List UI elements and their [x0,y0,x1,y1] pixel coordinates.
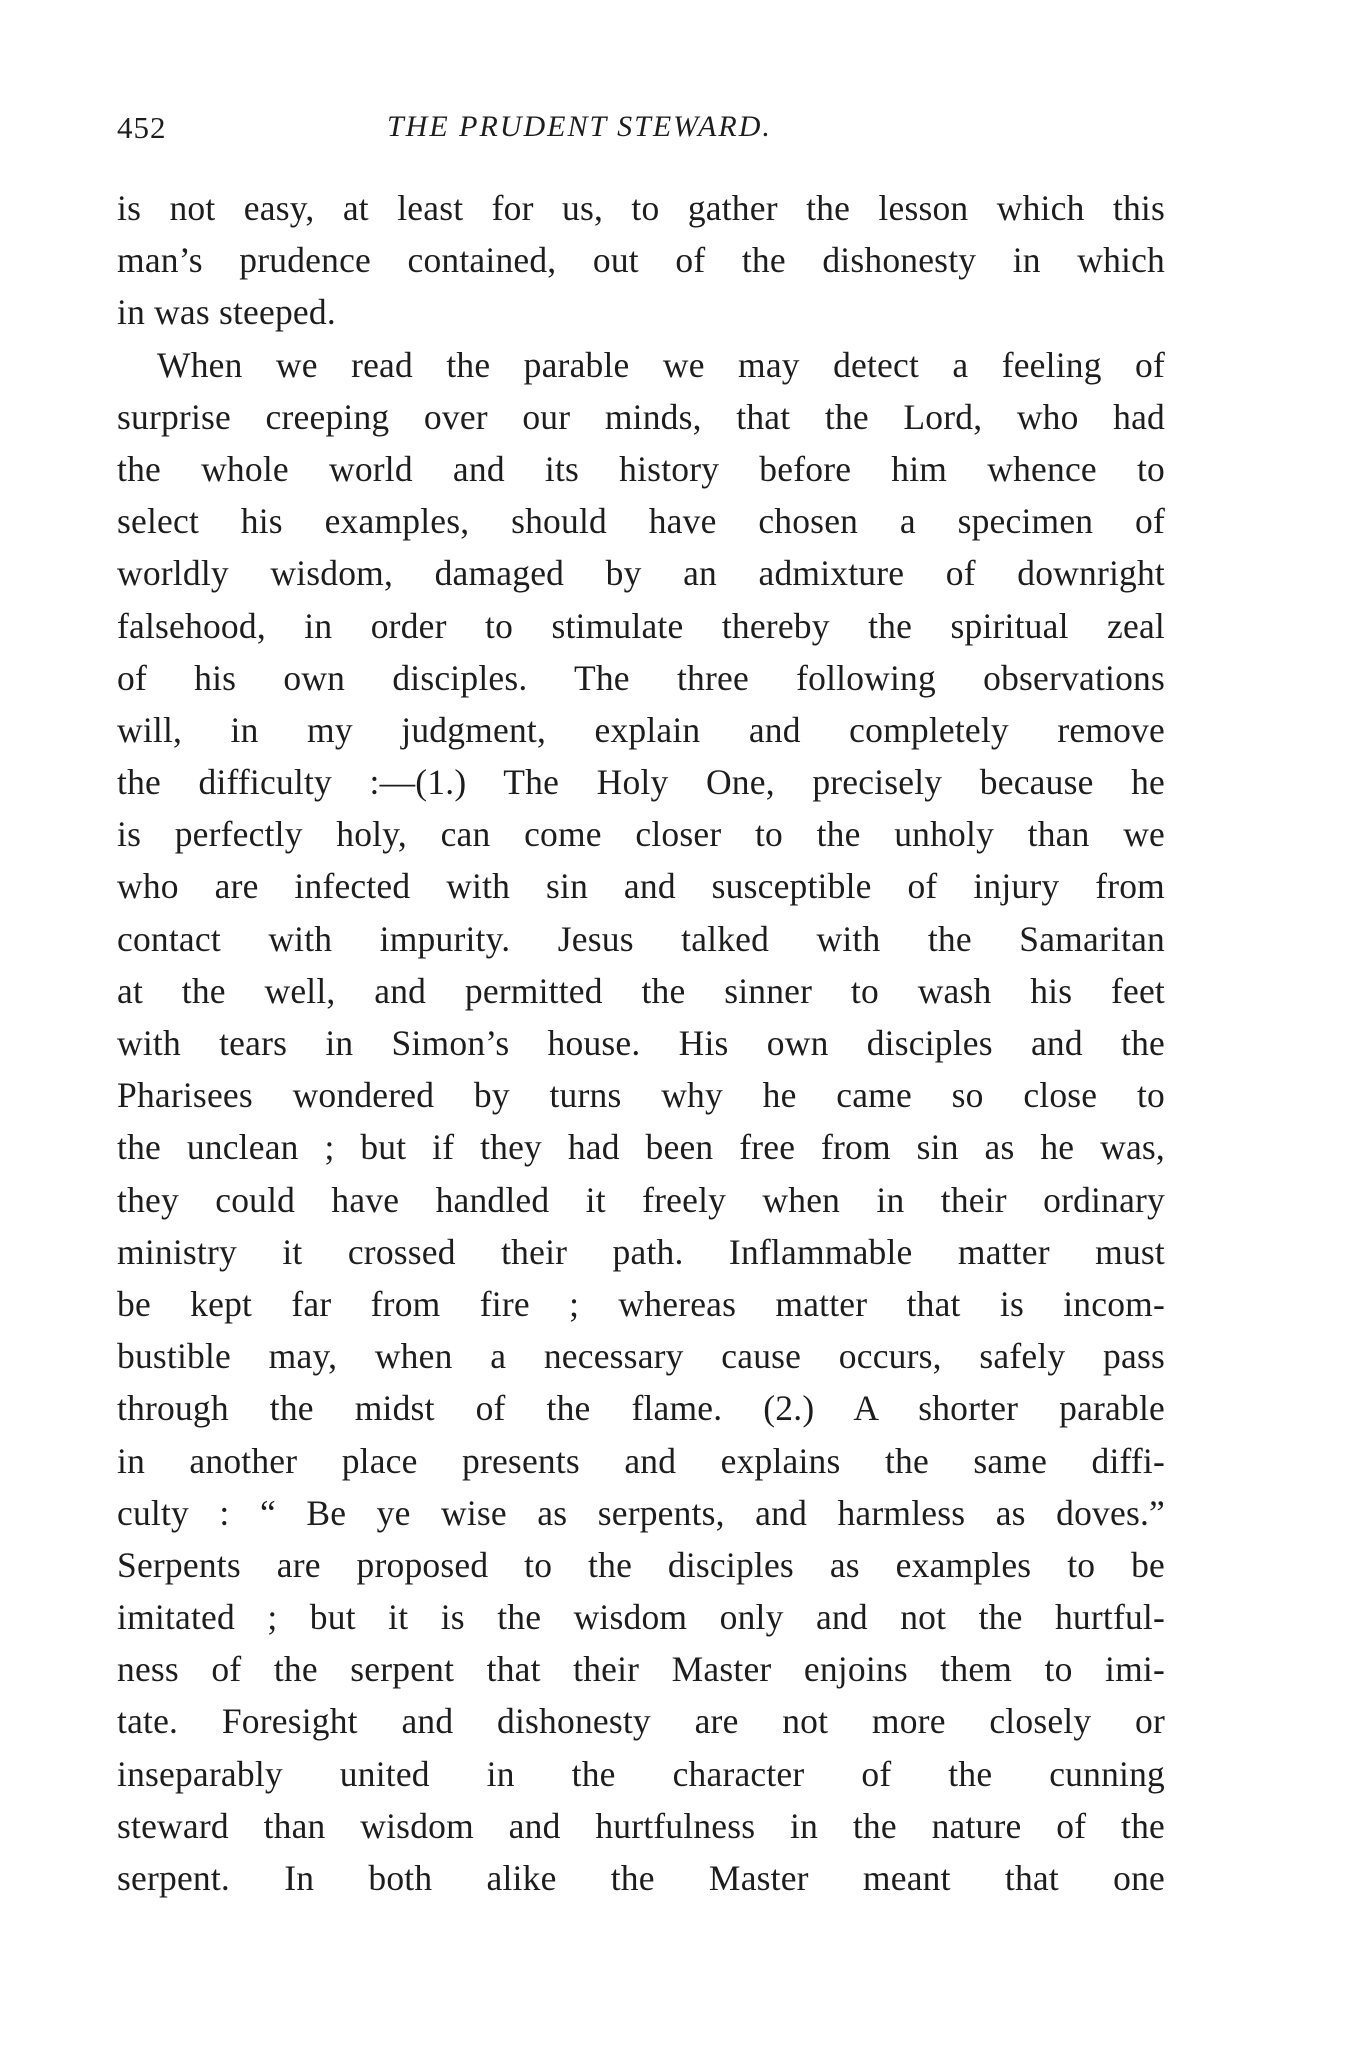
text-line: inseparably united in the character of the cunning [117,1753,1165,1794]
text-line: imitated ; but it is the wisdom only and not the hurtful- [117,1597,1165,1638]
body-text [117,182,1165,1904]
text-line: with tears in Simon’s house. His own disciples and the [117,1023,1165,1063]
text-line: ness of the serpent that their Master enjoins them to imi- [117,1649,1165,1690]
text-line: is perfectly holy, can come closer to the unholy than we [117,814,1165,855]
text-line: of his own disciples. The three following observations [117,657,1165,698]
text-line: the whole world and its history before him whence to [117,448,1165,489]
text-line: the difficulty :—(1.) The Holy One, precisely because he [117,762,1165,803]
text-line: be kept far from fire ; whereas matter that is incom- [117,1283,1165,1324]
text-line: Pharisees wondered by turns why he came so close to [117,1075,1165,1116]
text-line: tate. Foresight and dishonesty are not more closely or [117,1701,1165,1742]
text-line: serpent. In both alike the Master meant that one [117,1858,1165,1898]
text-line: contact with impurity. Jesus talked with the Samaritan [117,918,1165,959]
text-line: Serpents are proposed to the disciples as examples to be [117,1544,1165,1585]
text-line: ministry it crossed their path. Inflammable matter must [117,1231,1165,1272]
text-line: through the midst of the flame. (2.) A shorter parable [117,1388,1165,1429]
text-line: culty : “ Be ye wise as serpents, and harmless as doves.” [117,1492,1165,1533]
page-number: 452 [117,110,167,145]
running-title: THE PRUDENT STEWARD. [387,110,772,143]
paragraph-start-line: When we read the parable we may detect a feeling of [157,344,1165,385]
text-line: they could have handled it freely when in their ordinary [117,1179,1165,1220]
text-line: who are infected with sin and susceptible of injury from [117,866,1165,907]
text-line: is not easy, at least for us, to gather the lesson which this [117,188,1165,228]
text-line: select his examples, should have chosen a specimen of [117,501,1165,542]
text-line: bustible may, when a necessary cause occurs, safely pass [117,1336,1165,1377]
text-line: the unclean ; but if they had been free from sin as he was, [117,1127,1165,1168]
text-line: in was steeped. [117,292,336,333]
text-line: man’s prudence contained, out of the dishonesty in which [117,240,1165,281]
text-line: will, in my judgment, explain and completely remove [117,709,1165,750]
page-header [117,110,1167,154]
text-line: in another place presents and explains the same diffi- [117,1440,1165,1481]
text-line: at the well, and permitted the sinner to wash his feet [117,970,1165,1011]
text-line: falsehood, in order to stimulate thereby the spiritual zeal [117,605,1165,646]
text-line: steward than wisdom and hurtfulness in the nature of the [117,1805,1165,1846]
text-line: surprise creeping over our minds, that the Lord, who had [117,396,1165,437]
text-line: worldly wisdom, damaged by an admixture of downright [117,553,1165,594]
